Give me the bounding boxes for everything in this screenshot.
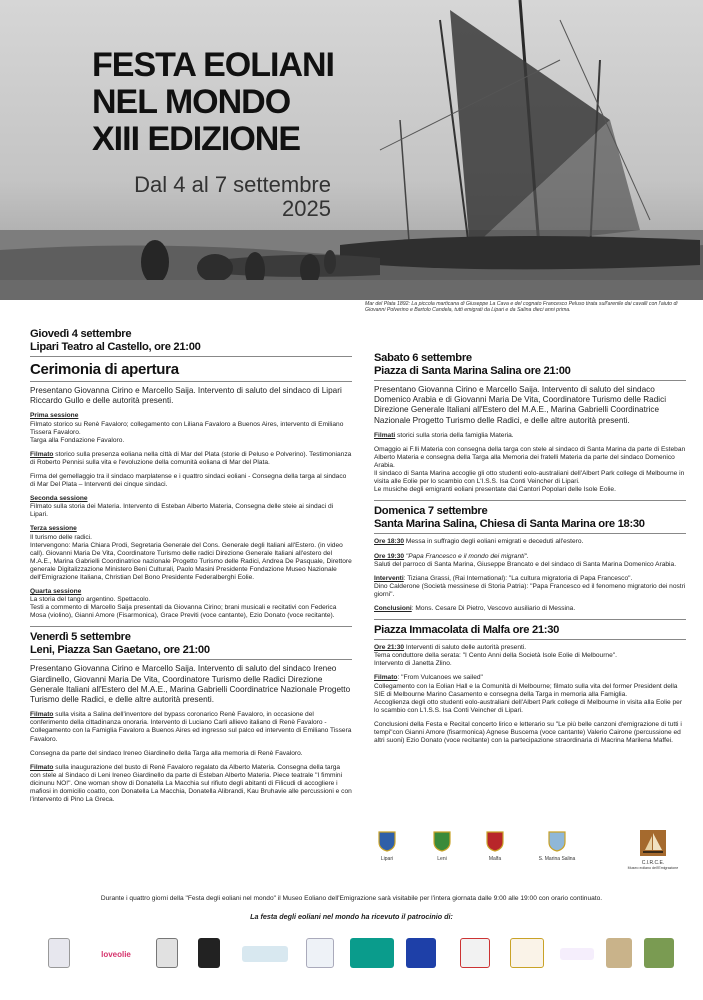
- divider: [374, 619, 686, 620]
- leni-logo: [427, 830, 457, 862]
- day4-talk: [374, 553, 686, 561]
- day3-students: Il sindaco di Santa Marina accoglie gli otto studenti eolo-australiani dell'Albert Park college di Melbourne in visita alle Eolie per lo scambio con L'I.S.S. Isa Conti Veincher di Lipari.: [374, 470, 685, 486]
- day2-film2: [30, 764, 352, 804]
- day3-venue: Piazza di Santa Marina Salina ore 21:00: [374, 365, 571, 377]
- sponsor-logos: [40, 938, 680, 972]
- day3-films: [374, 432, 686, 440]
- film-text: sulla inaugurazione del busto di Renè Favaloro regalato da Alberto Materia. Consegna della targa con stele al Sindaco di Leni Ireneo Giardinello da parte di Esteban Alberto Materia. Piece teatrale "I fimmini dicinunu NO!". One woman show di Donatella La Macchia sul rifiuto degli abitanti di Filicudi di accogliere i mafiosi in domicilio coatto, con Donatella La Macchia, Donatella Alibrandi, Kau Bruhavie alle percussioni e con l'intervento di Pino La Greca.: [30, 763, 352, 804]
- day2-film1: [30, 711, 352, 743]
- day4-conclusions: [374, 605, 686, 613]
- patronage-heading: La festa degli eoliani nel mondo ha ricevuto il patrocinio di:: [250, 912, 453, 921]
- museum-note: Durante i quattro giorni della "Festa degli eoliani nel mondo" il Museo Eoliano dell'Emigrazione sarà visitabile per l'intera giornata dalle 9:00 alle 19:00 con orario continuato.: [100, 895, 603, 902]
- festival-title-line2: NEL MONDO: [92, 83, 291, 121]
- conclusions-text: : Mons. Cesare Di Pietro, Vescovo ausiliario di Messina.: [411, 605, 576, 613]
- festival-dates: Dal 4 al 7 settembre: [134, 172, 331, 197]
- day1-date: Giovedì 4 settembre: [30, 328, 132, 340]
- leni-label: Leni: [437, 856, 447, 862]
- sponsor-seal-icon: [48, 938, 70, 968]
- day3-intro: Presentano Giovanna Cirino e Marcello Saija. Intervento di saluto del sindaco Domenico Arabia e di Giovanni Maria De Vita, Coordinatore Turismo delle Radici Direzione Generale Italiani all'Estero del M.A.E., Marina Gabrielli Coordinatrice Nazionale Progetto Turismo delle Radici, e delle altre autorità presenti.: [374, 385, 667, 425]
- sponsor-green-icon: [644, 938, 674, 968]
- film-text: storico sulla presenza eoliana nella città di Mar del Plata (storie di Peluso e Polverino). Testimonianza di Roberto Pennisi sulla vita e l'evoluzione della comunità eoliana di Mar del Plata.: [30, 450, 352, 466]
- event-text: Messa in suffragio degli eoliani emigrati e deceduti all'estero.: [404, 538, 584, 546]
- sponsor-50-icon: [510, 938, 544, 968]
- film-text: storici sulla storia della famiglia Materia.: [395, 431, 514, 439]
- film-label: Filmato: [30, 450, 54, 458]
- divider: [30, 659, 352, 660]
- time-label: Ore 19:30: [374, 552, 405, 560]
- lipari-label: Lipari: [380, 856, 394, 862]
- eu-flag-icon: [406, 938, 436, 968]
- sponsor-brown-icon: [606, 938, 632, 968]
- day5-film-desc: Collegamento con la Eolian Hall e la Comunità di Melbourne; filmato sulla vita del former President della SIE di Melbourne Marino Casamento e consegna della Targa in memoria alla Famiglia.: [374, 682, 678, 698]
- day1-venue: Lipari Teatro al Castello, ore 21:00: [30, 341, 201, 353]
- fourth-session-text: Testi a commento di Marcello Saija presentati da Giovanna Cirino; brani musicali e recitativi con Federica Mosa (violino), Gianni Amore (Fisarmonica), Grace Previti (voce cantante), Ezio Donato (voce recitante).: [30, 604, 337, 620]
- day5-film: [374, 674, 686, 682]
- ministry-logo-icon: [306, 938, 334, 968]
- day4-date: Domenica 7 settembre: [374, 505, 488, 518]
- hero-image: [0, 0, 703, 300]
- event-text: Interventi di saluto delle autorità presenti.: [404, 644, 527, 652]
- day3-omaggio: Omaggio ai F.lli Materia con consegna della targa con stele al sindaco di Santa Marina da parte di Esteban Alberto Materia e consegna della Targa alla Memoria dei fratelli Materia da parte del sindaco Domenico Arabia.: [374, 445, 686, 470]
- third-session-topic: Il turismo delle radici.: [30, 533, 92, 541]
- sponsor-script-icon: [560, 948, 594, 960]
- day4-mass: [374, 538, 686, 546]
- conclusions-label: Conclusioni: [374, 605, 412, 613]
- fourth-session-topic: La storia del tango argentino. Spettacolo.: [30, 596, 151, 604]
- first-session-label: Prima sessione: [30, 412, 79, 420]
- first-session-targa: Targa alla Fondazione Favaloro.: [30, 436, 125, 444]
- twinning-text: Firma del gemellaggio tra il sindaco marplatense e i quattro sindaci eoliani - Consegna della targa al sindaco di Mar Del Plata – Interventi dei cinque sindaci.: [30, 472, 347, 489]
- film-label: Filmato: [374, 674, 398, 682]
- sailboat-icon: [640, 830, 666, 856]
- day1-intro: Presentano Giovanna Cirino e Marcello Saija. Intervento di saluto del sindaco di Lipari Riccardo Gullo e delle autorità presenti.: [30, 386, 342, 406]
- malfa-label: Malfa: [488, 856, 502, 862]
- program-left-column: [30, 328, 352, 810]
- divider: [374, 500, 686, 501]
- day3-date: Sabato 6 settembre: [374, 352, 472, 364]
- divider: [30, 381, 352, 382]
- sponsor-crest-icon: [156, 938, 178, 968]
- film-label: Filmato: [30, 763, 54, 771]
- lovealie-logo: loveolie: [101, 950, 131, 959]
- festival-title-line1: FESTA EOLIANI: [92, 46, 334, 84]
- municipality-logos: [372, 830, 690, 876]
- third-session-label: Terza sessione: [30, 525, 77, 533]
- fourth-session-label: Quarta sessione: [30, 588, 82, 596]
- sponsor-heart-icon: [460, 938, 490, 968]
- circe-label: C.I.R.C.E.: [641, 860, 665, 866]
- divider: [30, 626, 352, 627]
- first-session-text: Filmato storico su Renè Favaloro; collegamento con Liliana Favaloro a Buenos Aires, intervento di Emiliano Tissera Favaloro.: [30, 420, 344, 436]
- divider: [374, 533, 686, 534]
- day2-venue: Leni, Piazza San Gaetano, ore 21:00: [30, 644, 210, 657]
- divider: [374, 380, 686, 381]
- festival-edition: XIII EDIZIONE: [92, 120, 301, 158]
- day4-interventions2: Dino Calderone (Società messinese di Storia Patria): "Papa Francesco ed il fenomeno migratorio dei nostri giorni".: [374, 582, 686, 598]
- santa-marina-crest-icon: [548, 830, 566, 852]
- sponsor-banner-icon: [242, 946, 288, 962]
- day5-greetings: [374, 644, 686, 652]
- divider: [30, 356, 352, 357]
- day2-targa: Consegna da parte del sindaco Ireneo Giardinello della Targa alla memoria di Renè Favaloro.: [30, 749, 303, 757]
- festival-year: 2025: [282, 196, 331, 221]
- lipari-logo: [372, 830, 402, 862]
- third-session-speakers: Intervengono: Maria Chiara Prodi, Segretaria Generale del Cons. Generale degli Italiani all'Estero. (in video call). Giovanni Maria De Vita, Coordinatore Turismo delle radici Direzione Generale Italiani all'estero del M.A.E., Marina Gabrielli Coordinatrice nazionale Progetto Turismo delle Radici, Andrea De Pasquale, Direttore generale Digitalizzazione Ministero Beni Culturali, Paolo Masini Presidente Fondazione Museo Nazionale dell'Emigrazione Italiana, Christian Del Bono Presidente Federalberghi Eolie.: [30, 541, 352, 581]
- film-text: sulla visita a Salina dell'inventore del bypass coronarico Renè Favaloro, in occasione del conferimento della cittadinanza onoraria. Intervento di Luciano Carli allievo italiano di Renè Favaloro - Collegamento con la Famiglia Favaloro a Buenos Aires ed ingresso sul palco ed intervento di Emiliano Tissera Favaloro.: [30, 711, 352, 743]
- time-label: Ore 18:30: [374, 538, 405, 546]
- divider: [374, 639, 686, 640]
- second-session-text: Filmato sulla storia dei Materia. Intervento di Esteban Alberto Materia, Consegna delle steie ai sindaci di Lipari.: [30, 503, 334, 519]
- day5-theme: Tema conduttore della serata: "I Cento Anni della Società Isole Eolie di Melbourne".: [374, 652, 617, 660]
- day4-venue: Santa Marina Salina, Chiesa di Santa Marina ore 18:30: [374, 518, 645, 531]
- film-label: Filmati: [374, 431, 396, 439]
- interventions-label: Interventi: [374, 574, 404, 582]
- circe-logo: [622, 830, 684, 870]
- film-text: : "From Vulcanoes we sailed": [397, 674, 483, 682]
- day3-music: Le musiche degli emigranti eoliani presentate dai Cantori Popolari delle Isole Eolie.: [374, 486, 616, 494]
- day5-welcome: Accoglienza degli otto studenti eolo-australiani dell'Albert Park college di Melbourne in visita alla Eolie per lo scambio con L'I.S.S. Isa Conti Veincher di Lipari.: [374, 698, 683, 714]
- opening-ceremony-title: Cerimonia di apertura: [30, 361, 179, 378]
- second-session-label: Seconda sessione: [30, 495, 88, 503]
- time-label: Ore 21:30: [374, 644, 405, 652]
- leni-crest-icon: [433, 830, 451, 852]
- day4-interventions: [374, 575, 686, 583]
- day4-greetings: Saluti del parroco di Santa Marina, Giuseppe Brancato e del sindaco di Santa Marina Domenico Arabia.: [374, 560, 677, 568]
- day2-intro: Presentano Giovanna Cirino e Marcello Saija. Intervento di saluto del sindaco Ireneo Giardinello, Giovanni Maria De Vita, Coordinatore Turismo delle Radici Direzione Generale Italiani all'Estero del M.A.E., Marina Gabrielli Coordinatrice Nazionale Progetto Turismo delle Radici, e delle altre autorità presenti.: [30, 664, 351, 705]
- program-right-column: [374, 352, 686, 751]
- day5-janetta: Intervento di Janetta Zlino.: [374, 660, 452, 668]
- day2-date: Venerdì 5 settembre: [30, 631, 131, 644]
- santa-marina-logo: [532, 830, 582, 862]
- day5-conclusion: Conclusioni della Festa e Recital concerto lirico e letterario su "Le più belle canzoni d'emigrazione di tutti i tempi"con Gianni Amore (fisarmonica) Agnese Buscema (voce cantante) Valerio Cairone (percussione ed altri suoni) Ezio Donato (voce recitante) con la partecipazione straordinaria di Macrina Marilena Maffei.: [374, 720, 682, 745]
- circe-subtitle: Museo eoliano dell'Emigrazione: [627, 866, 679, 870]
- malfa-logo: [480, 830, 510, 862]
- lipari-crest-icon: [378, 830, 396, 852]
- sponsor-teal-icon: [350, 938, 394, 968]
- talk-title: "Papa Francesco e il mondo dei migranti".: [404, 552, 529, 560]
- interventions-text: : Tiziana Grassi, (Rai International): "La cultura migratoria di Papa Francesco".: [403, 574, 633, 582]
- film-label: Filmato: [30, 711, 54, 719]
- mei-logo-icon: [198, 938, 220, 968]
- santa-marina-label: S. Marina Salina: [538, 856, 576, 862]
- malfa-crest-icon: [486, 830, 504, 852]
- first-session-film: [30, 451, 352, 467]
- photo-caption: Mar del Plata 1892: La piccola marticana di Giuseppe La Cava e del cognato Francesco Peluso tirata sull'arenile dai cavalli con l'aiuto di Giovanni Polverino e Bartolo Candela, tutti emigrati da Lipari e da Salina dieci anni prima.: [365, 301, 678, 314]
- day5-venue: Piazza Immacolata di Malfa ore 21:30: [374, 624, 560, 637]
